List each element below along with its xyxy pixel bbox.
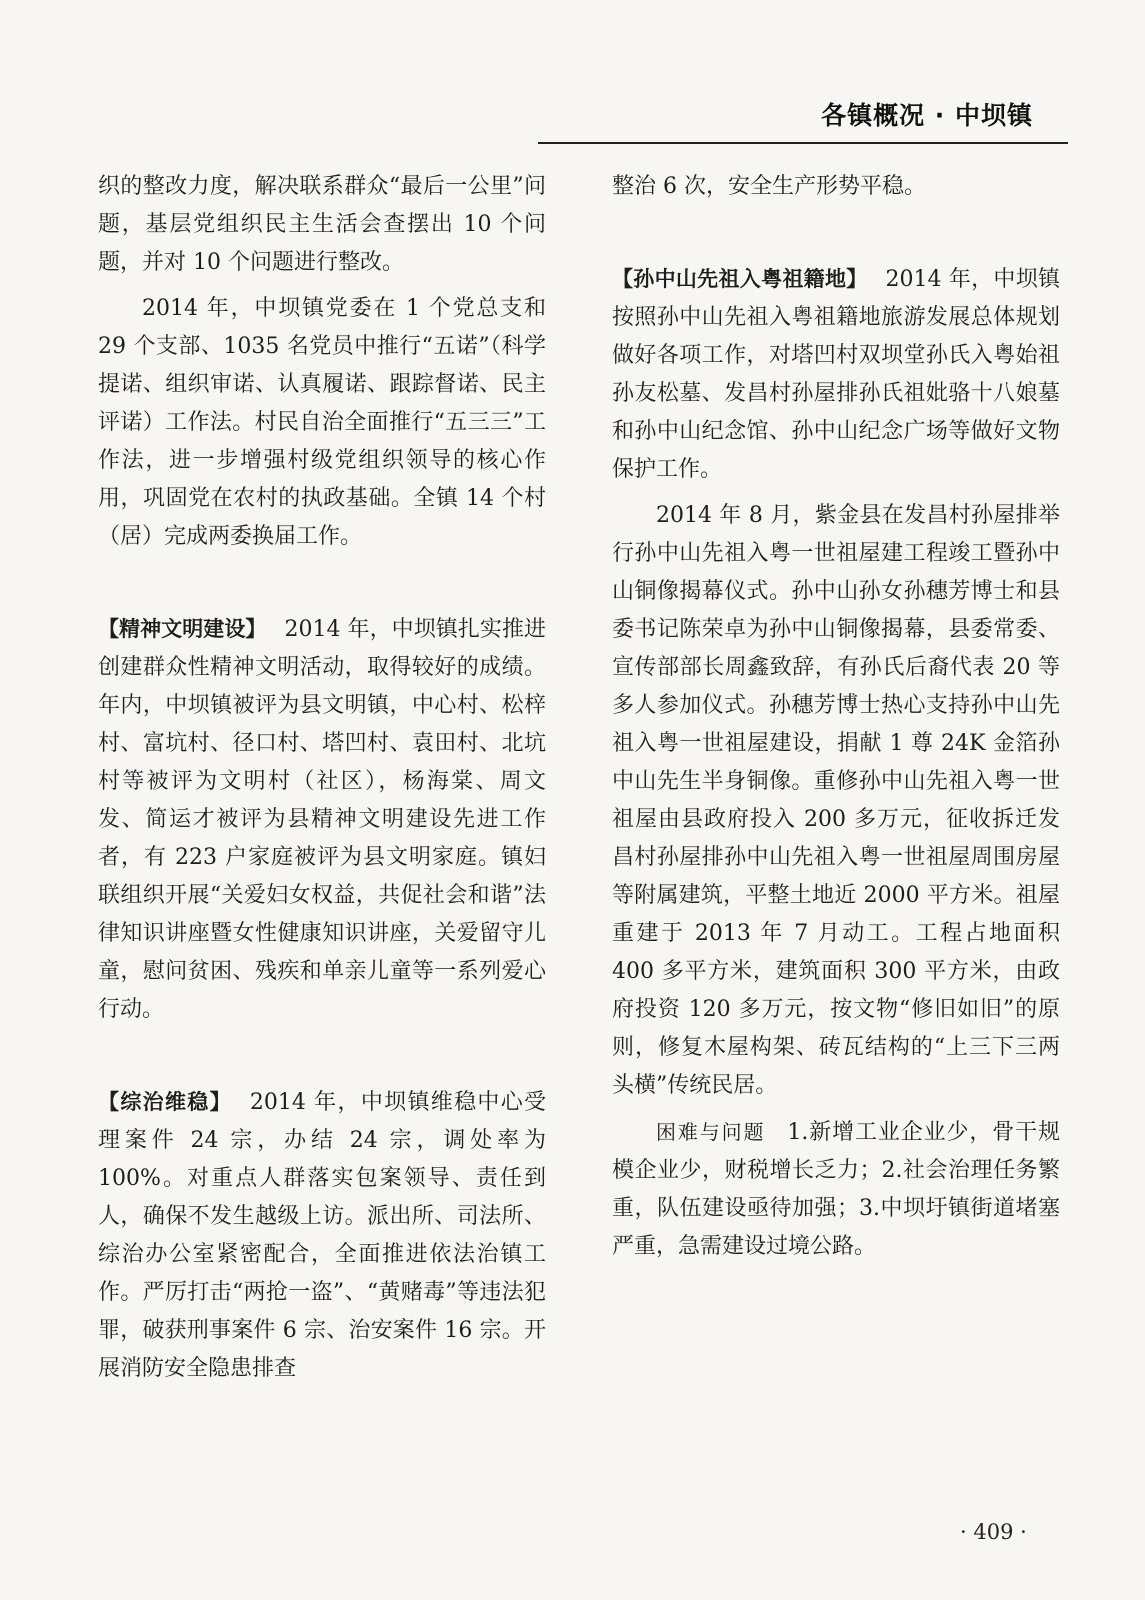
section-body: 2014 年，中坝镇扎实推进创建群众性精神文明活动，取得较好的成绩。年内，中坝镇被评为县文明镇，中心村、松梓村、富坑村、径口村、塔凹村、袁田村、北坑村等被评为文明村（社区），杨海棠、周文发、简运才被评为县精神文明建设先进工作者，有 223 户家庭被评为县文明家庭。镇妇联组织开展“关爱妇女权益，共促社会和谐”法律知识讲座暨女性健康知识讲座，关爱留守儿童，慰问贫困、残疾和单亲儿童等一系列爱心行动。: [98, 617, 547, 1022]
right-column: [612, 168, 1060, 1266]
section-heading: 【孙中山先祖入粤祖籍地】: [612, 267, 868, 291]
paragraph: 整治 6 次，安全生产形势平稳。: [612, 174, 926, 199]
paragraph: 织的整改力度，解决联系群众“最后一公里”问题，基层党组织民主生活会查摆出 10 个问题，并对 10 个问题进行整改。: [98, 174, 546, 275]
section-sun-yat-sen-ancestral-home: [612, 260, 1060, 489]
paragraph: 2014 年 8 月，紫金县在发昌村孙屋排举行孙中山先祖入粤一世祖屋建工程竣工暨孙中山铜像揭幕仪式。孙中山孙女孙穗芳博士和县委书记陈荣卓为孙中山铜像揭幕，县委常委、宣传部部长周鑫致辞，有孙氏后裔代表 20 等多人参加仪式。孙穗芳博士热心支持孙中山先祖入粤一世祖屋建设，捐献 1 尊 24K 金箔孙中山先生半身铜像。重修孙中山先祖入粤一世祖屋由县政府投入 200 多万元，征收拆迁发昌村孙屋排孙中山先祖入粤一世祖屋周围房屋等附属建筑，平整土地近 2000 平方米。祖屋重建于 2013 年 7 月动工。工程占地面积 400 多平方米，建筑面积 300 平方米，由政府投资 120 多万元，按文物“修旧如旧”的原则，修复木屋构架、砖瓦结构的“上三下三两头横”传统民居。: [612, 503, 1060, 1098]
section-comprehensive-stability: [98, 1083, 546, 1388]
left-column: [98, 168, 546, 1388]
page-number: · 409 ·: [960, 1520, 1027, 1544]
section-spiritual-civilization: [98, 610, 546, 1029]
paragraph: 2014 年，中坝镇党委在 1 个党总支和 29 个支部、1035 名党员中推行“五诺”（科学提诺、组织审诺、认真履诺、跟踪督诺、民主评诺）工作法。村民自治全面推行“五三三”工作法，进一步增强村级党组织领导的核心作用，巩固党在农村的执政基础。全镇 14 个村（居）完成两委换届工作。: [98, 296, 546, 549]
difficulties-body: 1.新增工业企业少，骨干规模企业少，财税增长乏力；2.社会治理任务繁重，队伍建设亟待加强；3.中坝圩镇街道堵塞严重，急需建设过境公路。: [612, 1120, 1060, 1259]
difficulties-paragraph: [612, 1113, 1060, 1266]
section-heading: 【综治维稳】: [98, 1090, 232, 1114]
section-heading: 【精神文明建设】: [98, 617, 267, 641]
running-header: 各镇概况 · 中坝镇: [821, 101, 1033, 130]
section-body: 2014 年，中坝镇按照孙中山先祖入粤祖籍地旅游发展总体规划做好各项工作，对塔凹村双坝堂孙氏入粤始祖孙友松墓、发昌村孙屋排孙氏祖妣骆十八娘墓和孙中山纪念馆、孙中山纪念广场等做好文物保护工作。: [612, 267, 1061, 482]
difficulties-lead: 困难与问题: [656, 1120, 766, 1144]
section-body: 2014 年，中坝镇维稳中心受理案件 24 宗，办结 24 宗，调处率为 100%。对重点人群落实包案领导、责任到人，确保不发生越级上访。派出所、司法所、综治办公室紧密配合，全面推进依法治镇工作。严厉打击“两抢一盗”、“黄赌毒”等违法犯罪，破获刑事案件 6 宗、治安案件 16 宗。开展消防安全隐患排查: [98, 1090, 547, 1381]
header-rule: [538, 142, 1068, 144]
